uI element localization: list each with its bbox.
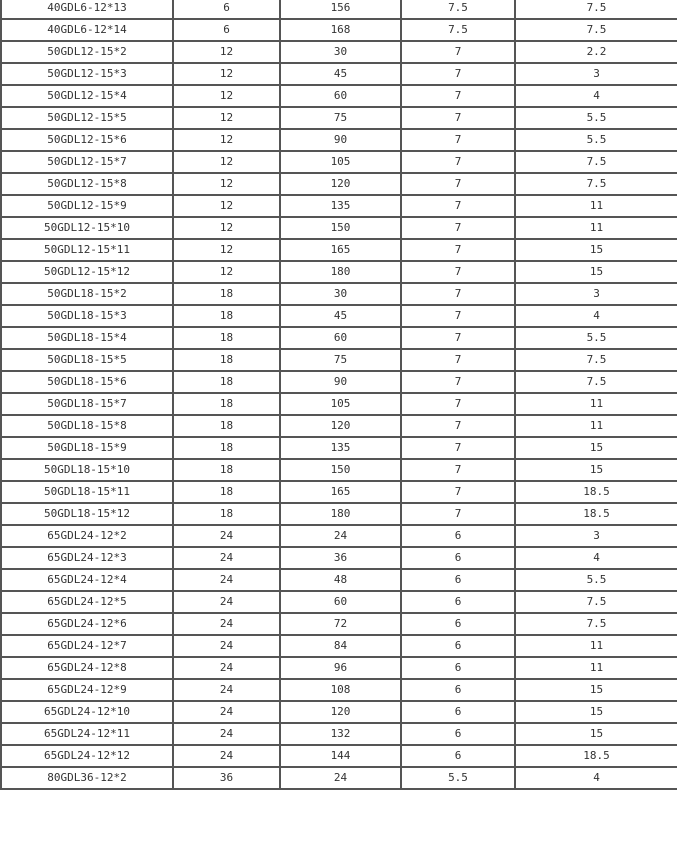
npsh-cell: 7 xyxy=(401,503,515,525)
npsh-cell: 7.5 xyxy=(401,19,515,41)
model-cell: 40GDL6-12*13 xyxy=(1,0,173,19)
model-cell: 65GDL24-12*11 xyxy=(1,723,173,745)
npsh-cell: 6 xyxy=(401,679,515,701)
flow-cell: 12 xyxy=(173,129,280,151)
power-cell: 7.5 xyxy=(515,151,677,173)
model-cell: 50GDL12-15*3 xyxy=(1,63,173,85)
power-cell: 15 xyxy=(515,261,677,283)
table-row xyxy=(1,745,677,767)
flow-cell: 24 xyxy=(173,745,280,767)
table-row xyxy=(1,217,677,239)
table-row xyxy=(1,107,677,129)
model-cell: 65GDL24-12*7 xyxy=(1,635,173,657)
flow-cell: 18 xyxy=(173,459,280,481)
head-cell: 120 xyxy=(280,415,401,437)
flow-cell: 18 xyxy=(173,371,280,393)
npsh-cell: 7 xyxy=(401,41,515,63)
npsh-cell: 6 xyxy=(401,569,515,591)
head-cell: 45 xyxy=(280,305,401,327)
flow-cell: 18 xyxy=(173,349,280,371)
npsh-cell: 7 xyxy=(401,327,515,349)
head-cell: 48 xyxy=(280,569,401,591)
head-cell: 180 xyxy=(280,503,401,525)
npsh-cell: 5.5 xyxy=(401,767,515,789)
model-cell: 50GDL12-15*2 xyxy=(1,41,173,63)
table-row xyxy=(1,195,677,217)
power-cell: 4 xyxy=(515,85,677,107)
npsh-cell: 7 xyxy=(401,85,515,107)
model-cell: 50GDL18-15*12 xyxy=(1,503,173,525)
head-cell: 30 xyxy=(280,41,401,63)
model-cell: 65GDL24-12*9 xyxy=(1,679,173,701)
power-cell: 7.5 xyxy=(515,19,677,41)
table-row xyxy=(1,459,677,481)
table-row xyxy=(1,591,677,613)
table-row xyxy=(1,129,677,151)
flow-cell: 18 xyxy=(173,437,280,459)
head-cell: 135 xyxy=(280,195,401,217)
head-cell: 60 xyxy=(280,85,401,107)
model-cell: 80GDL36-12*2 xyxy=(1,767,173,789)
npsh-cell: 7 xyxy=(401,305,515,327)
model-cell: 50GDL18-15*8 xyxy=(1,415,173,437)
flow-cell: 12 xyxy=(173,151,280,173)
flow-cell: 18 xyxy=(173,283,280,305)
head-cell: 135 xyxy=(280,437,401,459)
head-cell: 105 xyxy=(280,393,401,415)
head-cell: 60 xyxy=(280,327,401,349)
power-cell: 15 xyxy=(515,459,677,481)
power-cell: 11 xyxy=(515,393,677,415)
power-cell: 5.5 xyxy=(515,107,677,129)
model-cell: 65GDL24-12*10 xyxy=(1,701,173,723)
flow-cell: 6 xyxy=(173,19,280,41)
flow-cell: 24 xyxy=(173,679,280,701)
head-cell: 75 xyxy=(280,107,401,129)
table-row xyxy=(1,679,677,701)
power-cell: 15 xyxy=(515,239,677,261)
npsh-cell: 7 xyxy=(401,459,515,481)
table-row xyxy=(1,371,677,393)
model-cell: 50GDL12-15*10 xyxy=(1,217,173,239)
head-cell: 120 xyxy=(280,701,401,723)
table-row xyxy=(1,657,677,679)
table-row xyxy=(1,569,677,591)
npsh-cell: 7 xyxy=(401,393,515,415)
power-cell: 3 xyxy=(515,283,677,305)
power-cell: 15 xyxy=(515,679,677,701)
flow-cell: 18 xyxy=(173,305,280,327)
power-cell: 11 xyxy=(515,657,677,679)
table-row xyxy=(1,63,677,85)
flow-cell: 12 xyxy=(173,85,280,107)
head-cell: 90 xyxy=(280,371,401,393)
table-row xyxy=(1,151,677,173)
table-row xyxy=(1,503,677,525)
table-row xyxy=(1,349,677,371)
model-cell: 65GDL24-12*3 xyxy=(1,547,173,569)
model-cell: 50GDL12-15*11 xyxy=(1,239,173,261)
npsh-cell: 7 xyxy=(401,195,515,217)
power-cell: 7.5 xyxy=(515,0,677,19)
model-cell: 50GDL12-15*4 xyxy=(1,85,173,107)
head-cell: 96 xyxy=(280,657,401,679)
npsh-cell: 7 xyxy=(401,437,515,459)
model-cell: 50GDL18-15*2 xyxy=(1,283,173,305)
model-cell: 65GDL24-12*2 xyxy=(1,525,173,547)
head-cell: 150 xyxy=(280,459,401,481)
npsh-cell: 7 xyxy=(401,63,515,85)
table-row xyxy=(1,327,677,349)
power-cell: 11 xyxy=(515,195,677,217)
table-row xyxy=(1,19,677,41)
head-cell: 72 xyxy=(280,613,401,635)
power-cell: 7.5 xyxy=(515,173,677,195)
model-cell: 50GDL18-15*10 xyxy=(1,459,173,481)
table-row xyxy=(1,85,677,107)
head-cell: 165 xyxy=(280,481,401,503)
table-row xyxy=(1,305,677,327)
flow-cell: 12 xyxy=(173,41,280,63)
model-cell: 50GDL12-15*12 xyxy=(1,261,173,283)
npsh-cell: 7 xyxy=(401,349,515,371)
spec-table-body xyxy=(1,0,677,789)
flow-cell: 12 xyxy=(173,63,280,85)
flow-cell: 12 xyxy=(173,261,280,283)
head-cell: 105 xyxy=(280,151,401,173)
table-row xyxy=(1,547,677,569)
power-cell: 7.5 xyxy=(515,591,677,613)
head-cell: 120 xyxy=(280,173,401,195)
npsh-cell: 7 xyxy=(401,107,515,129)
power-cell: 7.5 xyxy=(515,349,677,371)
model-cell: 50GDL18-15*9 xyxy=(1,437,173,459)
power-cell: 3 xyxy=(515,525,677,547)
npsh-cell: 6 xyxy=(401,745,515,767)
table-row xyxy=(1,239,677,261)
table-row xyxy=(1,261,677,283)
table-row xyxy=(1,41,677,63)
flow-cell: 24 xyxy=(173,547,280,569)
npsh-cell: 7 xyxy=(401,481,515,503)
model-cell: 50GDL12-15*9 xyxy=(1,195,173,217)
model-cell: 50GDL18-15*11 xyxy=(1,481,173,503)
npsh-cell: 6 xyxy=(401,701,515,723)
npsh-cell: 7 xyxy=(401,415,515,437)
flow-cell: 6 xyxy=(173,0,280,19)
model-cell: 65GDL24-12*4 xyxy=(1,569,173,591)
npsh-cell: 6 xyxy=(401,657,515,679)
table-row xyxy=(1,481,677,503)
table-row xyxy=(1,635,677,657)
power-cell: 5.5 xyxy=(515,327,677,349)
model-cell: 50GDL18-15*5 xyxy=(1,349,173,371)
power-cell: 15 xyxy=(515,437,677,459)
power-cell: 4 xyxy=(515,305,677,327)
npsh-cell: 7 xyxy=(401,217,515,239)
power-cell: 11 xyxy=(515,217,677,239)
head-cell: 36 xyxy=(280,547,401,569)
model-cell: 50GDL18-15*7 xyxy=(1,393,173,415)
power-cell: 5.5 xyxy=(515,569,677,591)
flow-cell: 12 xyxy=(173,173,280,195)
npsh-cell: 7 xyxy=(401,129,515,151)
npsh-cell: 6 xyxy=(401,613,515,635)
model-cell: 65GDL24-12*12 xyxy=(1,745,173,767)
model-cell: 50GDL12-15*5 xyxy=(1,107,173,129)
head-cell: 150 xyxy=(280,217,401,239)
power-cell: 18.5 xyxy=(515,481,677,503)
flow-cell: 18 xyxy=(173,393,280,415)
npsh-cell: 7 xyxy=(401,261,515,283)
flow-cell: 12 xyxy=(173,239,280,261)
npsh-cell: 6 xyxy=(401,591,515,613)
flow-cell: 18 xyxy=(173,327,280,349)
head-cell: 180 xyxy=(280,261,401,283)
model-cell: 50GDL12-15*8 xyxy=(1,173,173,195)
power-cell: 15 xyxy=(515,701,677,723)
npsh-cell: 7 xyxy=(401,173,515,195)
flow-cell: 24 xyxy=(173,657,280,679)
npsh-cell: 7 xyxy=(401,283,515,305)
head-cell: 156 xyxy=(280,0,401,19)
flow-cell: 12 xyxy=(173,195,280,217)
table-row xyxy=(1,0,677,19)
flow-cell: 24 xyxy=(173,525,280,547)
table-row xyxy=(1,283,677,305)
npsh-cell: 7.5 xyxy=(401,0,515,19)
npsh-cell: 6 xyxy=(401,635,515,657)
model-cell: 50GDL18-15*3 xyxy=(1,305,173,327)
head-cell: 132 xyxy=(280,723,401,745)
power-cell: 4 xyxy=(515,547,677,569)
head-cell: 108 xyxy=(280,679,401,701)
flow-cell: 18 xyxy=(173,503,280,525)
table-row xyxy=(1,173,677,195)
npsh-cell: 7 xyxy=(401,239,515,261)
power-cell: 18.5 xyxy=(515,745,677,767)
head-cell: 168 xyxy=(280,19,401,41)
flow-cell: 12 xyxy=(173,217,280,239)
power-cell: 4 xyxy=(515,767,677,789)
npsh-cell: 6 xyxy=(401,547,515,569)
flow-cell: 24 xyxy=(173,635,280,657)
model-cell: 50GDL12-15*6 xyxy=(1,129,173,151)
model-cell: 50GDL18-15*6 xyxy=(1,371,173,393)
power-cell: 15 xyxy=(515,723,677,745)
table-row xyxy=(1,525,677,547)
power-cell: 2.2 xyxy=(515,41,677,63)
head-cell: 75 xyxy=(280,349,401,371)
power-cell: 11 xyxy=(515,635,677,657)
head-cell: 45 xyxy=(280,63,401,85)
head-cell: 144 xyxy=(280,745,401,767)
npsh-cell: 6 xyxy=(401,525,515,547)
npsh-cell: 7 xyxy=(401,371,515,393)
model-cell: 65GDL24-12*8 xyxy=(1,657,173,679)
head-cell: 24 xyxy=(280,525,401,547)
table-row xyxy=(1,723,677,745)
npsh-cell: 6 xyxy=(401,723,515,745)
power-cell: 11 xyxy=(515,415,677,437)
head-cell: 90 xyxy=(280,129,401,151)
table-row xyxy=(1,613,677,635)
table-row xyxy=(1,393,677,415)
flow-cell: 24 xyxy=(173,569,280,591)
model-cell: 65GDL24-12*5 xyxy=(1,591,173,613)
table-row xyxy=(1,415,677,437)
head-cell: 84 xyxy=(280,635,401,657)
flow-cell: 18 xyxy=(173,481,280,503)
head-cell: 30 xyxy=(280,283,401,305)
model-cell: 50GDL18-15*4 xyxy=(1,327,173,349)
table-row xyxy=(1,437,677,459)
model-cell: 40GDL6-12*14 xyxy=(1,19,173,41)
npsh-cell: 7 xyxy=(401,151,515,173)
flow-cell: 24 xyxy=(173,723,280,745)
power-cell: 7.5 xyxy=(515,613,677,635)
table-row xyxy=(1,767,677,789)
head-cell: 60 xyxy=(280,591,401,613)
flow-cell: 36 xyxy=(173,767,280,789)
model-cell: 65GDL24-12*6 xyxy=(1,613,173,635)
power-cell: 18.5 xyxy=(515,503,677,525)
power-cell: 3 xyxy=(515,63,677,85)
power-cell: 5.5 xyxy=(515,129,677,151)
head-cell: 24 xyxy=(280,767,401,789)
head-cell: 165 xyxy=(280,239,401,261)
flow-cell: 24 xyxy=(173,591,280,613)
power-cell: 7.5 xyxy=(515,371,677,393)
flow-cell: 24 xyxy=(173,701,280,723)
flow-cell: 24 xyxy=(173,613,280,635)
flow-cell: 18 xyxy=(173,415,280,437)
flow-cell: 12 xyxy=(173,107,280,129)
table-row xyxy=(1,701,677,723)
model-cell: 50GDL12-15*7 xyxy=(1,151,173,173)
